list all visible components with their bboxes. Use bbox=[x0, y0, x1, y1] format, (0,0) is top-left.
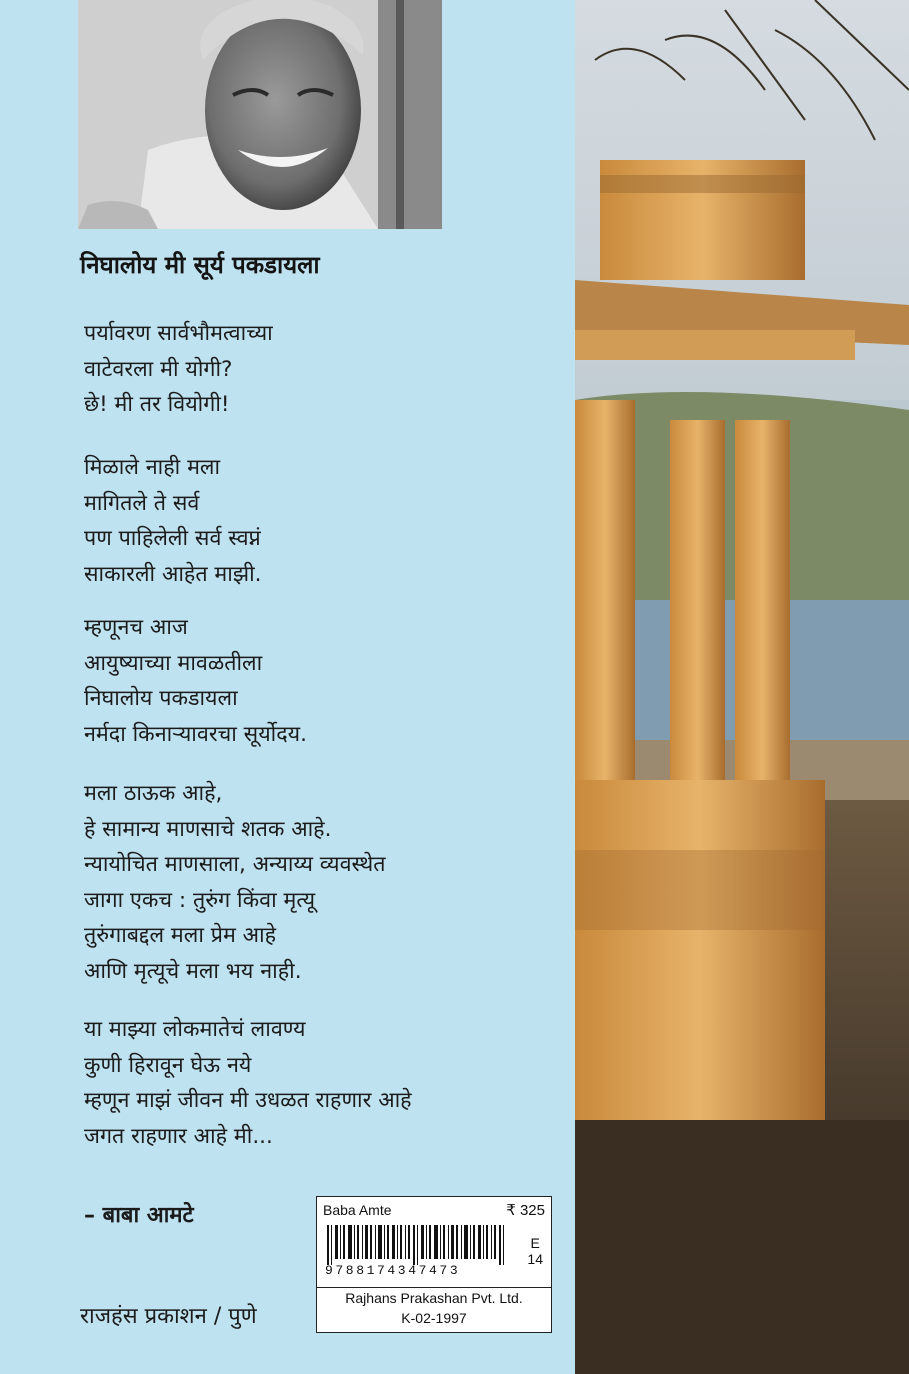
poem-stanza-5 bbox=[84, 1012, 412, 1154]
poem-line: छे! मी तर वियोगी! bbox=[84, 392, 230, 417]
barcode-code-line: E bbox=[530, 1235, 540, 1251]
temple-photo bbox=[575, 0, 909, 1374]
poem-line: नर्मदा किनाऱ्यावरचा सूर्योदय. bbox=[84, 721, 307, 747]
poem-title: निघालोय मी सूर्य पकडायला bbox=[80, 251, 320, 279]
poem-author: – बाबा आमटे bbox=[84, 1203, 194, 1228]
poem-stanza-3 bbox=[84, 610, 307, 752]
poem-line: वाटेवरला मी योगी? bbox=[84, 356, 233, 382]
poem-line: मला ठाऊक आहे, bbox=[84, 781, 223, 806]
poem-line: मिळाले नाही मला bbox=[84, 455, 221, 480]
barcode-author: Baba Amte bbox=[323, 1202, 392, 1218]
poem-line: कुणी हिरावून घेऊ नये bbox=[84, 1052, 252, 1078]
barcode-price: ₹ 325 bbox=[506, 1202, 545, 1219]
poem-line: मागितले ते सर्व bbox=[84, 490, 200, 516]
poem-line: न्यायोचित माणसाला, अन्याय्य व्यवस्थेत bbox=[84, 852, 386, 877]
poem-line: तुरुंगाबद्दल मला प्रेम आहे bbox=[84, 923, 277, 948]
poem-line: साकारली आहेत माझी. bbox=[84, 561, 262, 587]
poem-line: या माझ्या लोकमातेचं लावण्य bbox=[84, 1017, 306, 1042]
poem-line: जगत राहणार आहे मी... bbox=[84, 1123, 273, 1149]
barcode-code bbox=[527, 1235, 543, 1267]
barcode-bars-icon bbox=[327, 1225, 507, 1265]
poem-line: आयुष्याच्या मावळतीला bbox=[84, 650, 263, 676]
barcode-label bbox=[316, 1196, 552, 1288]
poem-stanza-1 bbox=[84, 316, 273, 423]
barcode-isbn: 9788174347473 bbox=[325, 1263, 461, 1278]
poem-line: जागा एकच : तुरुंग किंवा मृत्यू bbox=[84, 887, 316, 913]
author-portrait bbox=[78, 0, 442, 229]
poem-line: आणि मृत्यूचे मला भय नाही. bbox=[84, 958, 302, 984]
publisher-label-name: Rajhans Prakashan Pvt. Ltd. bbox=[345, 1290, 523, 1306]
poem-line: पर्यावरण सार्वभौमत्वाच्या bbox=[84, 321, 273, 346]
publisher-name: राजहंस प्रकाशन / पुणे bbox=[80, 1304, 257, 1329]
poem-line: म्हणून माझं जीवन मी उधळत राहणार आहे bbox=[84, 1088, 412, 1113]
poem-line: हे सामान्य माणसाचे शतक आहे. bbox=[84, 816, 332, 842]
barcode-code-line: 14 bbox=[527, 1251, 543, 1267]
poem-line: म्हणूनच आज bbox=[84, 615, 188, 640]
poem-stanza-2 bbox=[84, 450, 262, 592]
poem-stanza-4 bbox=[84, 776, 386, 989]
publisher-label-catalog: K-02-1997 bbox=[401, 1310, 467, 1326]
publisher-label bbox=[316, 1287, 552, 1333]
poem-line: पण पाहिलेली सर्व स्वप्नं bbox=[84, 526, 261, 551]
poem-line: निघालोय पकडायला bbox=[84, 686, 238, 711]
